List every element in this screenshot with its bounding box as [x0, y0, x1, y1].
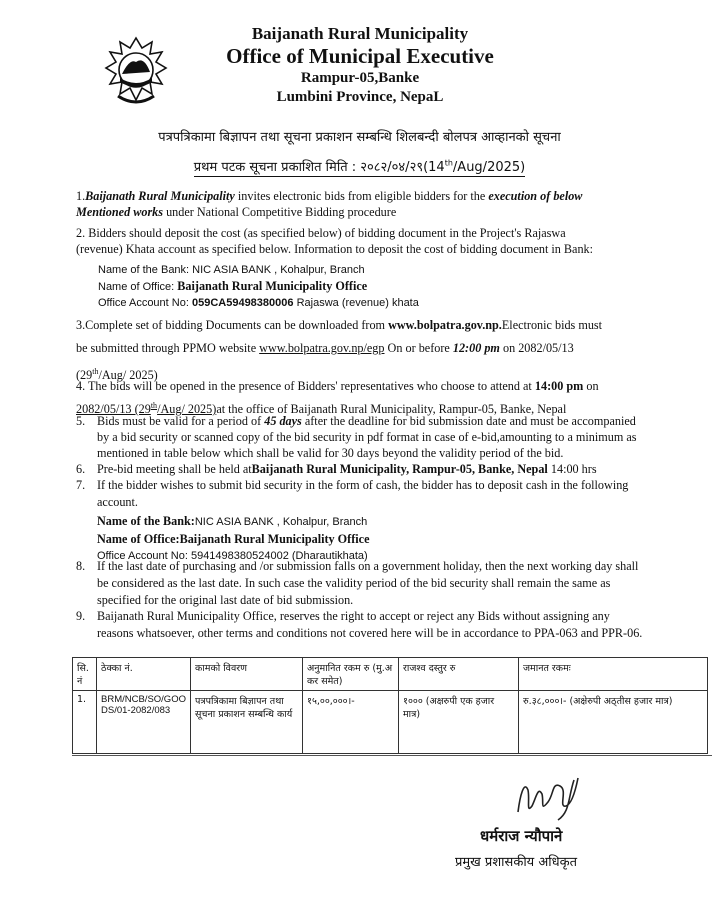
clause-9: 9. Baijanath Rural Municipality Office, reserves the right to accept or reject any Bids without assigning any reasons whatsoever, other terms and conditions not covered here will be in accordance to PPA-063 and PPR-06. [76, 609, 643, 640]
header-municipality-name: Baijanath Rural Municipality [251, 24, 469, 43]
cell-bid-security: रु.३८,०००।- (अक्षेरुपी अठ्तीस हजार मात्र) [519, 691, 708, 754]
cell-estimated-amount: १५,००,०००।- [303, 691, 399, 754]
col-header-bid-security: जमानत रकमः [519, 658, 708, 691]
egp-link[interactable]: www.bolpatra.gov.np/egp [259, 341, 385, 355]
table-row [73, 691, 708, 754]
col-header-estimated-amount: अनुमानित रकम रु (मु.अ कर समेत) [303, 658, 399, 691]
clause-7: 7. If the bidder wishes to submit bid security in the form of cash, the bidder has to deposit cash in the following account. Name of the Bank:NIC ASIA BANK , Kohalpur, Branch Name of Office:Baijanath Rural Municipality Office Office Account No: 5941498380524002 (Dharautikhata) [76, 478, 629, 562]
cell-sn: 1. [73, 691, 97, 754]
notice-title: पत्रपत्रिकामा बिज्ञापन तथा सूचना प्रकाशन सम्बन्धि शिलबन्दी बोलपत्र आव्हानको सूचना [158, 130, 561, 145]
clause-6: 6. Pre-bid meeting shall be held atBaijanath Rural Municipality, Rampur-05, Banke, Nepal 14:00 hrs [76, 462, 597, 476]
publish-date: प्रथम पटक सूचना प्रकाशित मिति : २०८२/०४/२९(14th/Aug/2025) [193, 158, 526, 175]
cell-contract-no: BRM/NCB/SO/GOODS/01-2082/083 [97, 691, 191, 754]
col-header-revenue-fee: राजश्व दस्तुर रु [399, 658, 519, 691]
table-bottom-rule [72, 755, 712, 756]
clause-2: 2. Bidders should deposit the cost (as specified below) of bidding document in the Project's Rajaswa (revenue) Khata account as specified below. Information to deposit the cost of bidding document in Bank: [76, 226, 594, 256]
col-header-work-description: कामको विवरण [191, 658, 303, 691]
bank-details: Name of the Bank: NIC ASIA BANK , Kohalpur, Branch Name of Office: Baijanath Rural Municipality Office Office Account No: 059CA59498380006 Rajaswa (revenue) khata [98, 264, 419, 309]
signatory-name: धर्मराज न्यौपाने [480, 827, 563, 845]
cell-work-description: पत्रपत्रिकामा बिज्ञापन तथा सूचना प्रकाशन सम्बन्धि कार्य [191, 691, 303, 754]
signature-mark [508, 768, 588, 826]
col-header-contract-no: ठेक्का नं. [97, 658, 191, 691]
clause-5: 5. Bids must be valid for a period of 45 days after the deadline for bid submission date and must be accompanied by a bid security or scanned copy of the bid security in pdf format in case of e-bid,amounting to a minimum as mentioned in table below which shall be valid for 30 days beyond the validity period of the bid. [76, 414, 637, 460]
header-province: Lumbini Province, NepaL [276, 89, 444, 105]
cell-revenue-fee: १००० (अक्षरुपी एक हजार मात्र) [399, 691, 519, 754]
col-header-sn: सि. नं [73, 658, 97, 691]
clause-3: 3.Complete set of bidding Documents can be downloaded from www.bolpatra.gov.np.Electronic bids must be submitted through PPMO website www.bolpatra.gov.np/egp On or before 12:00 pm on 2082/05/13 (29th/Aug/ 2025) [76, 318, 603, 383]
clause-8: 8. If the last date of purchasing and /or submission falls on a government holiday, then the next working day shall be considered as the last date. In such case the validity period of the bid security shall remain the same as specified for the original last date of bid submission. [76, 559, 639, 607]
header-address: Rampur-05,Banke [300, 70, 420, 86]
clause-4: 4. The bids will be opened in the presence of Bidders' representatives who choose to attend at 14:00 pm on 2082/05/13 (29th/Aug/ 2025)at the office of Baijanath Rural Municipality, Rampur-05, Banke, Nepal [76, 379, 599, 417]
clause-1: 1.Baijanath Rural Municipality invites electronic bids from eligible bidders for the execution of below Mentioned works under National Competitive Bidding procedure [76, 189, 583, 219]
header-office-name: Office of Municipal Executive [226, 44, 494, 68]
table-header-row [73, 658, 708, 691]
municipality-emblem [100, 34, 172, 110]
bid-table [72, 657, 708, 754]
signatory-title: प्रमुख प्रशासकीय अधिकृत [455, 855, 578, 870]
